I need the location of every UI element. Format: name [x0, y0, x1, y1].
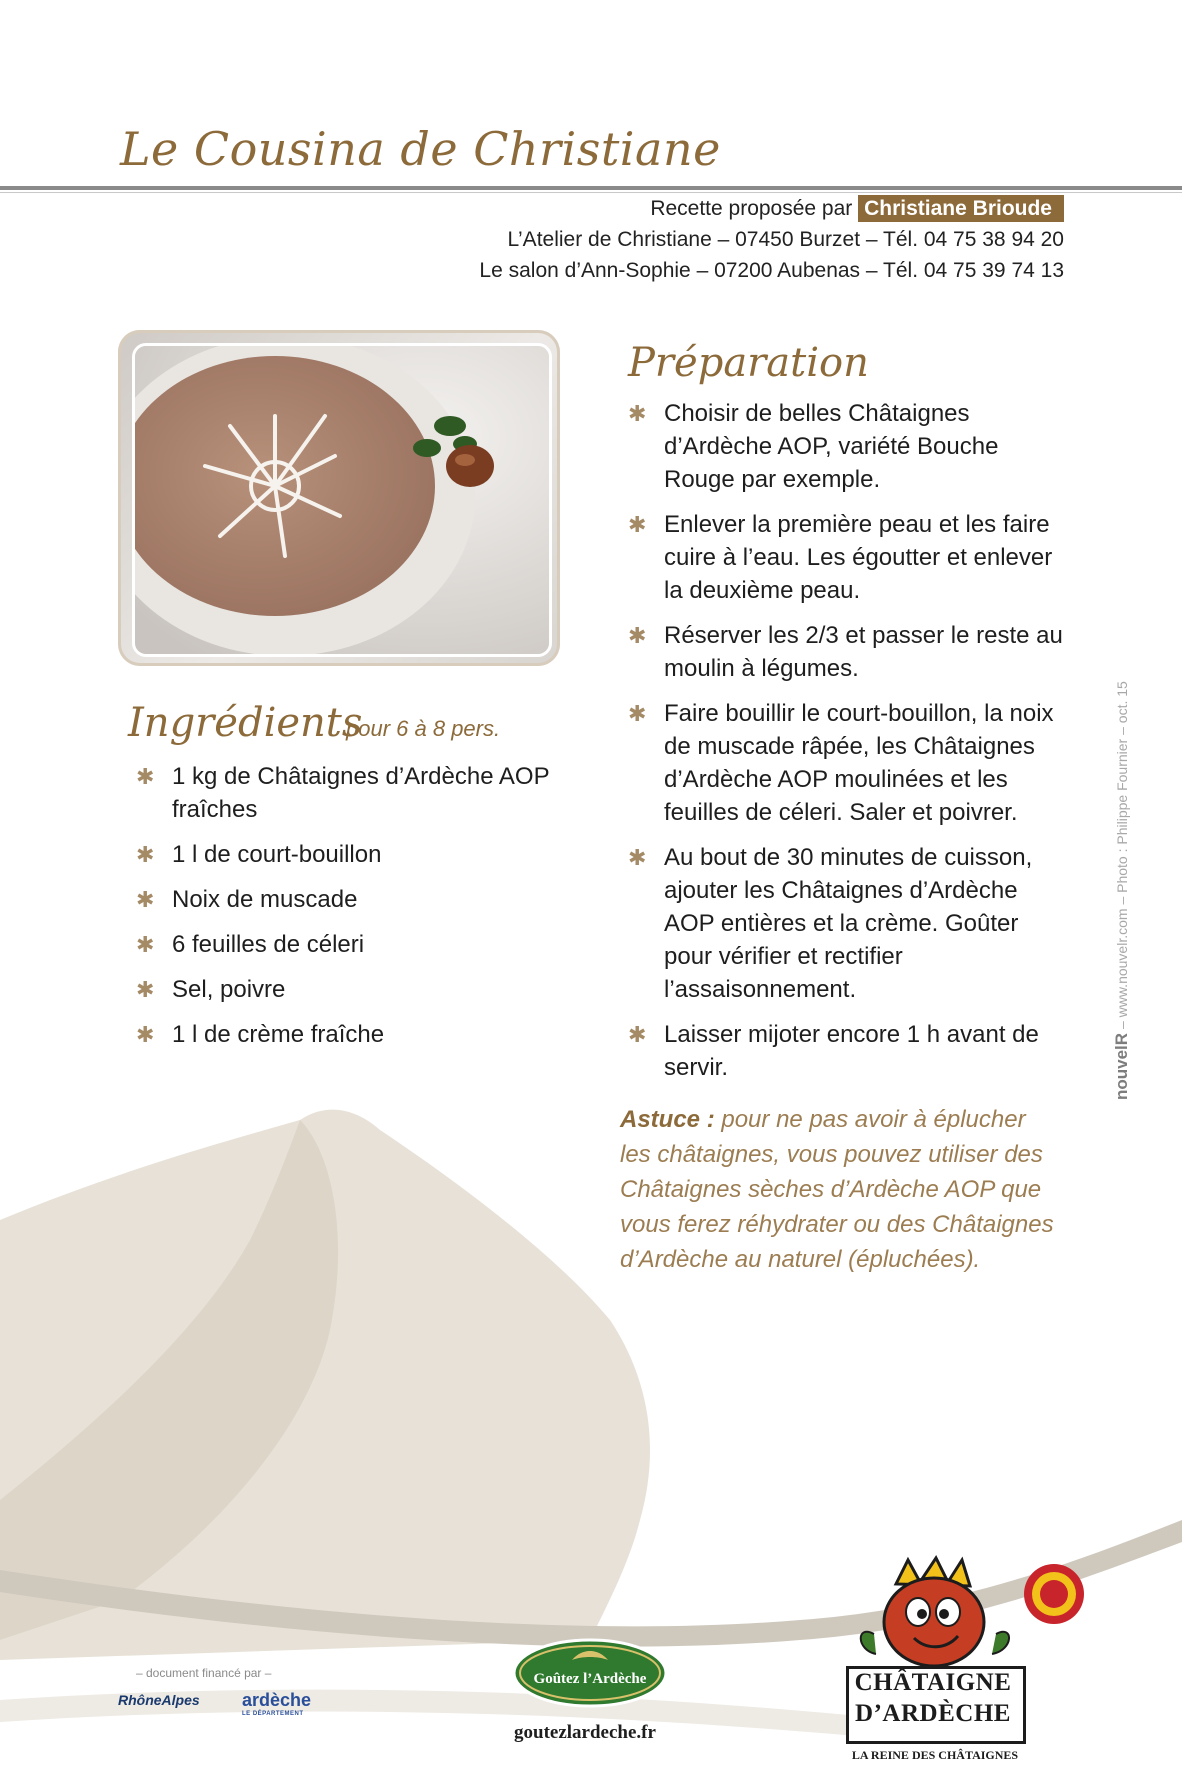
- list-item: ✱ Réserver les 2/3 et passer le reste au moulin à légumes.: [628, 619, 1068, 685]
- list-item: ✱ Noix de muscade: [136, 883, 556, 916]
- goutez-ardeche-logo: [512, 1638, 668, 1708]
- agency-logo-text: nouvelR: [1112, 1032, 1131, 1100]
- list-item: ✱ Faire bouillir le court-bouillon, la noix de muscade râpée, les Châtaignes d’Ardèche AOP moulinées et les feuilles de céleri. Saler et poivrer.: [628, 697, 1068, 829]
- bullet-star-icon: ✱: [628, 512, 647, 537]
- bullet-star-icon: ✱: [628, 701, 647, 726]
- bullet-star-icon: ✱: [136, 887, 155, 912]
- bullet-star-icon: ✱: [136, 842, 155, 867]
- side-photo-credit: nouvelR – www.nouvelr.com – Photo : Philippe Fournier – oct. 15: [1112, 681, 1131, 1100]
- list-item: ✱ Sel, poivre: [136, 973, 556, 1006]
- credit-author-name: Christiane Brioude: [858, 195, 1064, 222]
- recipe-credit: [650, 197, 1064, 221]
- preparation-heading: Préparation: [628, 340, 869, 386]
- bullet-star-icon: ✱: [136, 977, 155, 1002]
- bullet-star-icon: ✱: [136, 1022, 155, 1047]
- soup-photo: [132, 343, 552, 657]
- bullet-star-icon: ✱: [628, 845, 647, 870]
- page-title: Le Cousina de Christiane: [120, 122, 721, 176]
- bullet-star-icon: ✱: [628, 1022, 647, 1047]
- financed-by-label: – document financé par –: [136, 1666, 272, 1680]
- chataigne-title-2: D’ARDÈCHE: [855, 1700, 1011, 1727]
- tip-label: Astuce :: [620, 1106, 715, 1133]
- ingredients-heading: Ingrédients: [128, 700, 363, 746]
- preparation-steps: [628, 397, 1068, 1096]
- bullet-star-icon: ✱: [136, 764, 155, 789]
- list-item: ✱ 1 l de court-bouillon: [136, 838, 556, 871]
- title-divider: [0, 186, 1182, 190]
- chataigne-title-1: CHÂTAIGNE: [854, 1669, 1012, 1696]
- goutez-url: goutezlardeche.fr: [514, 1722, 656, 1743]
- servings-label: pour 6 à 8 pers.: [346, 716, 501, 741]
- list-item: ✱ Choisir de belles Châtaignes d’Ardèche AOP, variété Bouche Rouge par exemple.: [628, 397, 1068, 496]
- address-atelier: L’Atelier de Christiane – 07450 Burzet – Tél. 04 75 38 94 20: [507, 228, 1064, 251]
- list-item: ✱ 1 kg de Châtaignes d’Ardèche AOP fraîches: [136, 760, 556, 826]
- address-salon: Le salon d’Ann-Sophie – 07200 Aubenas – Tél. 04 75 39 74 13: [479, 259, 1064, 282]
- list-item: ✱ Au bout de 30 minutes de cuisson, ajouter les Châtaignes d’Ardèche AOP entières et la crème. Goûter pour vérifier et rectifier l’assaisonnement.: [628, 841, 1068, 1006]
- bullet-star-icon: ✱: [628, 623, 647, 648]
- bullet-star-icon: ✱: [136, 932, 155, 957]
- ingredients-list: [136, 760, 556, 1063]
- list-item: ✱ 1 l de crème fraîche: [136, 1018, 556, 1051]
- list-item: ✱ 6 feuilles de céleri: [136, 928, 556, 961]
- list-item: ✱ Laisser mijoter encore 1 h avant de servir.: [628, 1018, 1068, 1084]
- ardeche-department-logo: ardèche LE DÉPARTEMENT: [242, 1690, 312, 1717]
- bullet-star-icon: ✱: [628, 401, 647, 426]
- rhone-alpes-logo: RhôneAlpes: [118, 1692, 200, 1708]
- credit-prefix: Recette proposée par: [650, 197, 853, 220]
- svg-text:Goûtez l’Ardèche: Goûtez l’Ardèche: [533, 1671, 647, 1687]
- title-divider-thin: [0, 192, 1182, 193]
- tip-text: pour ne pas avoir à éplucher les châtaignes, vous pouvez utiliser des Châtaignes sèches d’Ardèche AOP que vous ferez réhydrater ou des Châtaignes d’Ardèche au naturel (épluchées).: [620, 1106, 1054, 1273]
- tip-paragraph: [620, 1102, 1060, 1277]
- list-item: ✱ Enlever la première peau et les faire cuire à l’eau. Les égoutter et enlever la deuxième peau.: [628, 508, 1068, 607]
- chataigne-tagline: LA REINE DES CHÂTAIGNES: [851, 1748, 1019, 1762]
